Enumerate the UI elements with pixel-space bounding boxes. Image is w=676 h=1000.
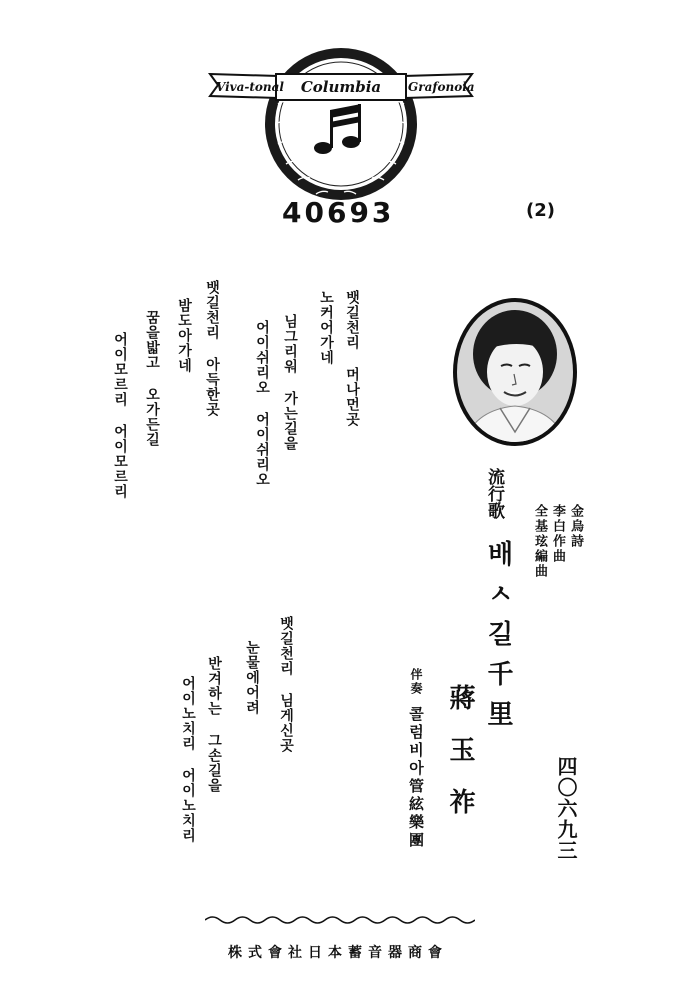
credit-line: 金烏詩 [568,504,583,549]
lyric-line: 어이쉬리오 어이쉬리오 [254,320,270,487]
lyric-line: 어이노치리 어이노치리 [180,676,196,843]
record-number: 40693 [282,196,395,229]
lyric-line: 노커어가네 [318,290,334,365]
publisher-footer: 株式會社日本蓄音器商會 [228,945,448,961]
lyric-line: 님그리워 가는길을 [282,314,298,451]
song-title: 배ㅅ길千里 [483,540,513,740]
logo-banner-center: Columbia [300,78,382,96]
lyric-line: 눈물에어려 [244,640,260,715]
lyric-line: 반겨하는 그손길을 [206,656,222,793]
logo-banner-left: Viva-tonal [216,80,284,94]
lyric-line: 꿈을밟고 오가든길 [144,310,160,447]
logo-banner-right: Grafonola [408,80,475,94]
logo-emblem [206,44,476,209]
lyric-line: 뱃길천리 머나먼곳 [344,290,360,427]
singer-name: 蔣玉祚 [445,684,475,840]
accompaniment: 콜럼비아管絃樂團 [407,706,425,850]
credit-line: 李白作曲 [550,504,565,564]
side-number: (2) [526,200,555,221]
genre-label: 流行歌 [484,468,504,519]
columbia-logo [206,44,476,209]
lyric-line: 뱃길천리 님게신곳 [278,616,294,753]
catalog-number: 四〇六九三 [554,756,578,861]
singer-photo [452,296,578,448]
credit-line: 全基玹編曲 [532,504,547,579]
accompaniment-label: 伴奏 [409,668,423,696]
wavy-divider [205,912,475,926]
lyric-line: 어이모르리 어이모르리 [112,332,128,499]
lyric-line: 밤도아가네 [176,298,192,373]
lyric-line: 뱃길천리 아득한곳 [204,280,220,417]
